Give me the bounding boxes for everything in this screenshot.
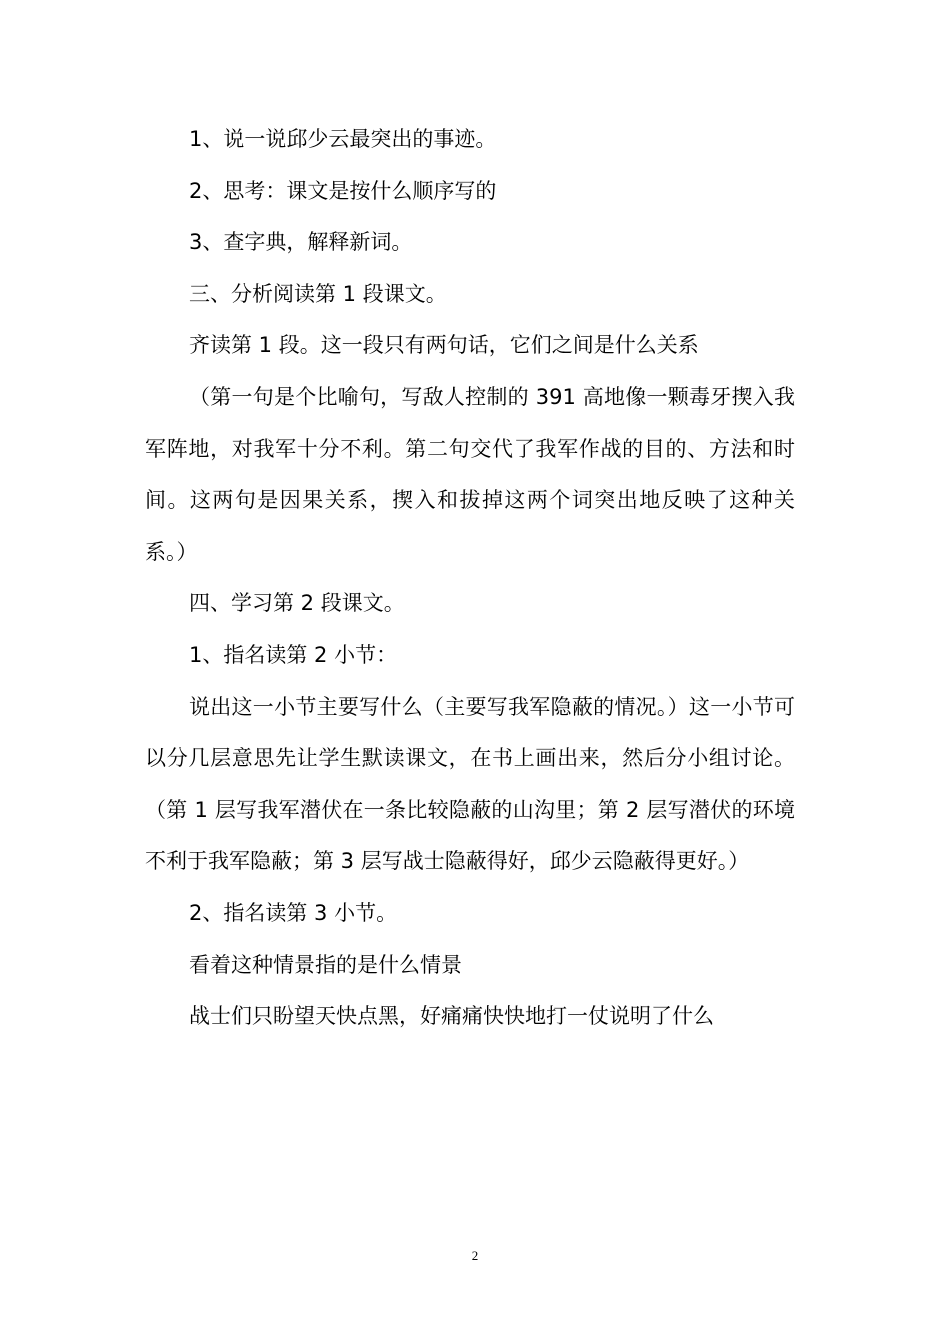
paragraph-question-meaning: 战士们只盼望天快点黑，好痛痛快快地打一仗说明了什么	[189, 1004, 714, 1029]
paragraph-question-scene: 看着这种情景指的是什么情景	[189, 952, 462, 977]
page-number: 2	[471, 1248, 479, 1263]
paragraph-step-1: 1、指名读第 2 小节：	[189, 642, 398, 667]
paragraph-step-2: 2、指名读第 3 小节。	[189, 900, 398, 925]
section-heading-3: 三、分析阅读第 1 段课文。	[189, 281, 447, 306]
document-body	[145, 114, 795, 1043]
paragraph-question-3: 3、查字典，解释新词。	[189, 230, 413, 255]
paragraph-question-1: 1、说一说邱少云最突出的事迹。	[189, 127, 497, 151]
paragraph-read-section-1: 齐读第 1 段。这一段只有两句话，它们之间是什么关系	[189, 333, 699, 358]
section-heading-4: 四、学习第 2 段课文。	[189, 591, 405, 616]
paragraph-section-2-discussion: 说出这一小节主要写什么（主要写我军隐蔽的情况。）这一小节可以分几层意思先让学生默读课文，在书上画出来，然后分小组讨论。（第 1 层写我军潜伏在一条比较隐蔽的山沟里；第 2 层写潜伏的环境不利于我军隐蔽；第 3 层写战士隐蔽得好，邱少云隐蔽得更好。）	[145, 694, 795, 874]
paragraph-question-2: 2、思考：课文是按什么顺序写的	[189, 178, 497, 203]
paragraph-section-1-explanation: （第一句是个比喻句，写敌人控制的 391 高地像一颗毒牙揳入我军阵地，对我军十分不利。第二句交代了我军作战的目的、方法和时间。这两句是因果关系，揳入和拔掉这两个词突出地反映了这种关系。）	[145, 384, 795, 564]
